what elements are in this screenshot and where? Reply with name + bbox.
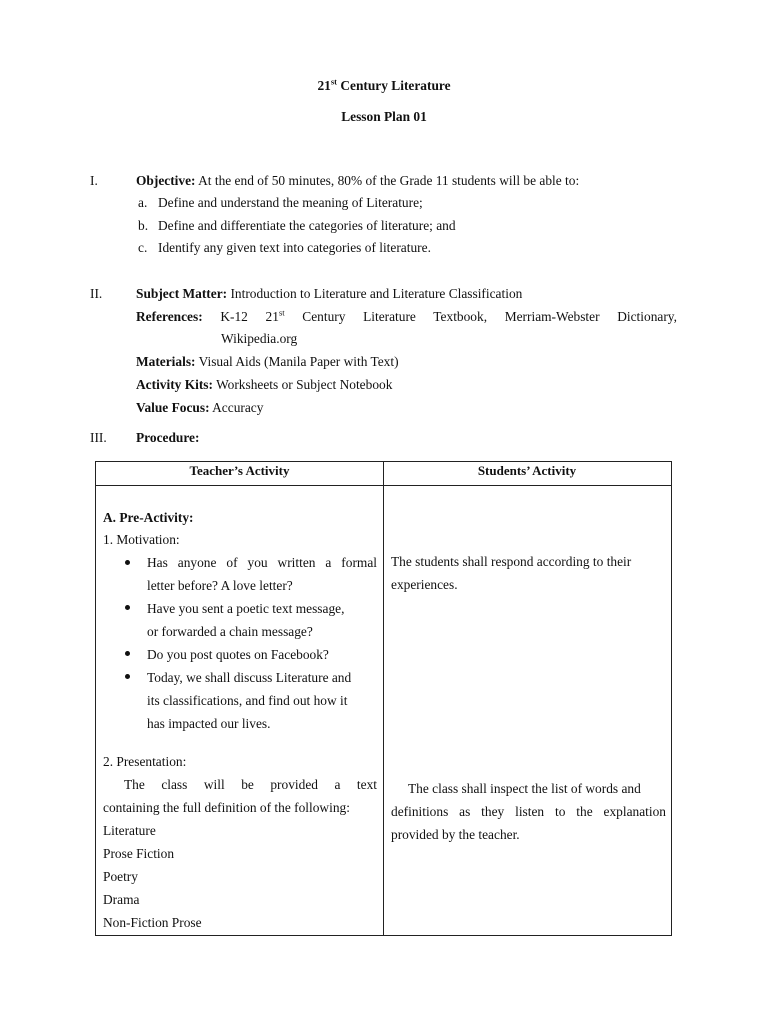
subject-matter-text: Introduction to Literature and Literature Classification [227,286,523,301]
motivation-bullet-continued: letter before? A love letter? [147,578,293,593]
student-response-2-continued: provided by the teacher. [391,827,520,842]
student-response-1: The students shall respond according to their [391,554,632,569]
activity-kits-line [136,377,392,393]
motivation-bullet: Has anyone of you written a formal [147,555,377,570]
references-continued: Wikipedia.org [221,331,298,346]
references-label: References: [136,309,203,324]
motivation-heading: 1. Motivation: [103,532,180,547]
section-1-numeral: I. [90,173,98,188]
materials-label: Materials: [136,354,196,369]
students-activity-header: Students’ Activity [477,463,577,478]
term-item: Prose Fiction [103,846,175,861]
bullet-icon [125,674,130,679]
presentation-heading: 2. Presentation: [103,754,187,769]
procedure-label: Procedure: [136,430,200,445]
bullet-icon [125,651,130,656]
materials-text: Visual Aids (Manila Paper with Text) [195,354,399,369]
presentation-text: The class will be provided a text [124,777,377,792]
term-item: Literature [103,823,156,838]
objective-item-letter: b. [138,218,149,233]
bullet-icon [125,560,130,565]
value-focus-label: Value Focus: [136,400,210,415]
objective-item: Define and understand the meaning of Literature; [158,195,423,210]
activity-kits-label: Activity Kits: [136,377,213,392]
objective-label: Objective: [136,173,196,188]
objective-item-letter: c. [138,240,148,255]
value-focus-text: Accuracy [209,400,264,415]
header-divider [96,485,671,486]
section-3-numeral: III. [90,430,107,445]
motivation-bullet-continued: or forwarded a chain message? [147,624,313,639]
activity-kits-text: Worksheets or Subject Notebook [212,377,393,392]
references-line: References: K-12 21st Century Literature Textbook, Merriam-Webster Dictionary, [136,307,677,324]
subject-matter-line [136,286,522,302]
student-response-2-continued: definitions as they listen to the explanation [391,804,666,819]
column-divider [383,462,384,935]
term-item: Poetry [103,869,138,884]
term-item: Non-Fiction Prose [103,915,202,930]
document-subtitle: Lesson Plan 01 [341,109,427,124]
objective-line [136,173,579,189]
student-response-1-continued: experiences. [391,577,458,592]
objective-item-letter: a. [138,195,148,210]
section-2-numeral: II. [90,286,103,301]
motivation-bullet-continued: its classifications, and find out how it [147,693,348,708]
value-focus-line [136,400,263,416]
subject-matter-label: Subject Matter: [136,286,228,301]
bullet-icon [125,605,130,610]
objective-text: At the end of 50 minutes, 80% of the Grade 11 students will be able to: [195,173,580,188]
objective-item: Identify any given text into categories of literature. [158,240,431,255]
motivation-bullet: Have you sent a poetic text message, [147,601,345,616]
presentation-text-continued: containing the full definition of the following: [103,800,350,815]
motivation-bullet: Do you post quotes on Facebook? [147,647,329,662]
term-item: Drama [103,892,140,907]
materials-line [136,354,399,370]
student-response-2: The class shall inspect the list of words and [408,781,641,796]
procedure-table [95,461,672,936]
motivation-bullet-continued: has impacted our lives. [147,716,271,731]
teacher-activity-header: Teacher’s Activity [189,463,290,478]
document-title: 21st Century Literature [317,76,451,93]
motivation-bullet: Today, we shall discuss Literature and [147,670,352,685]
pre-activity-heading: A. Pre-Activity: [103,510,194,525]
objective-item: Define and differentiate the categories of literature; and [158,218,456,233]
